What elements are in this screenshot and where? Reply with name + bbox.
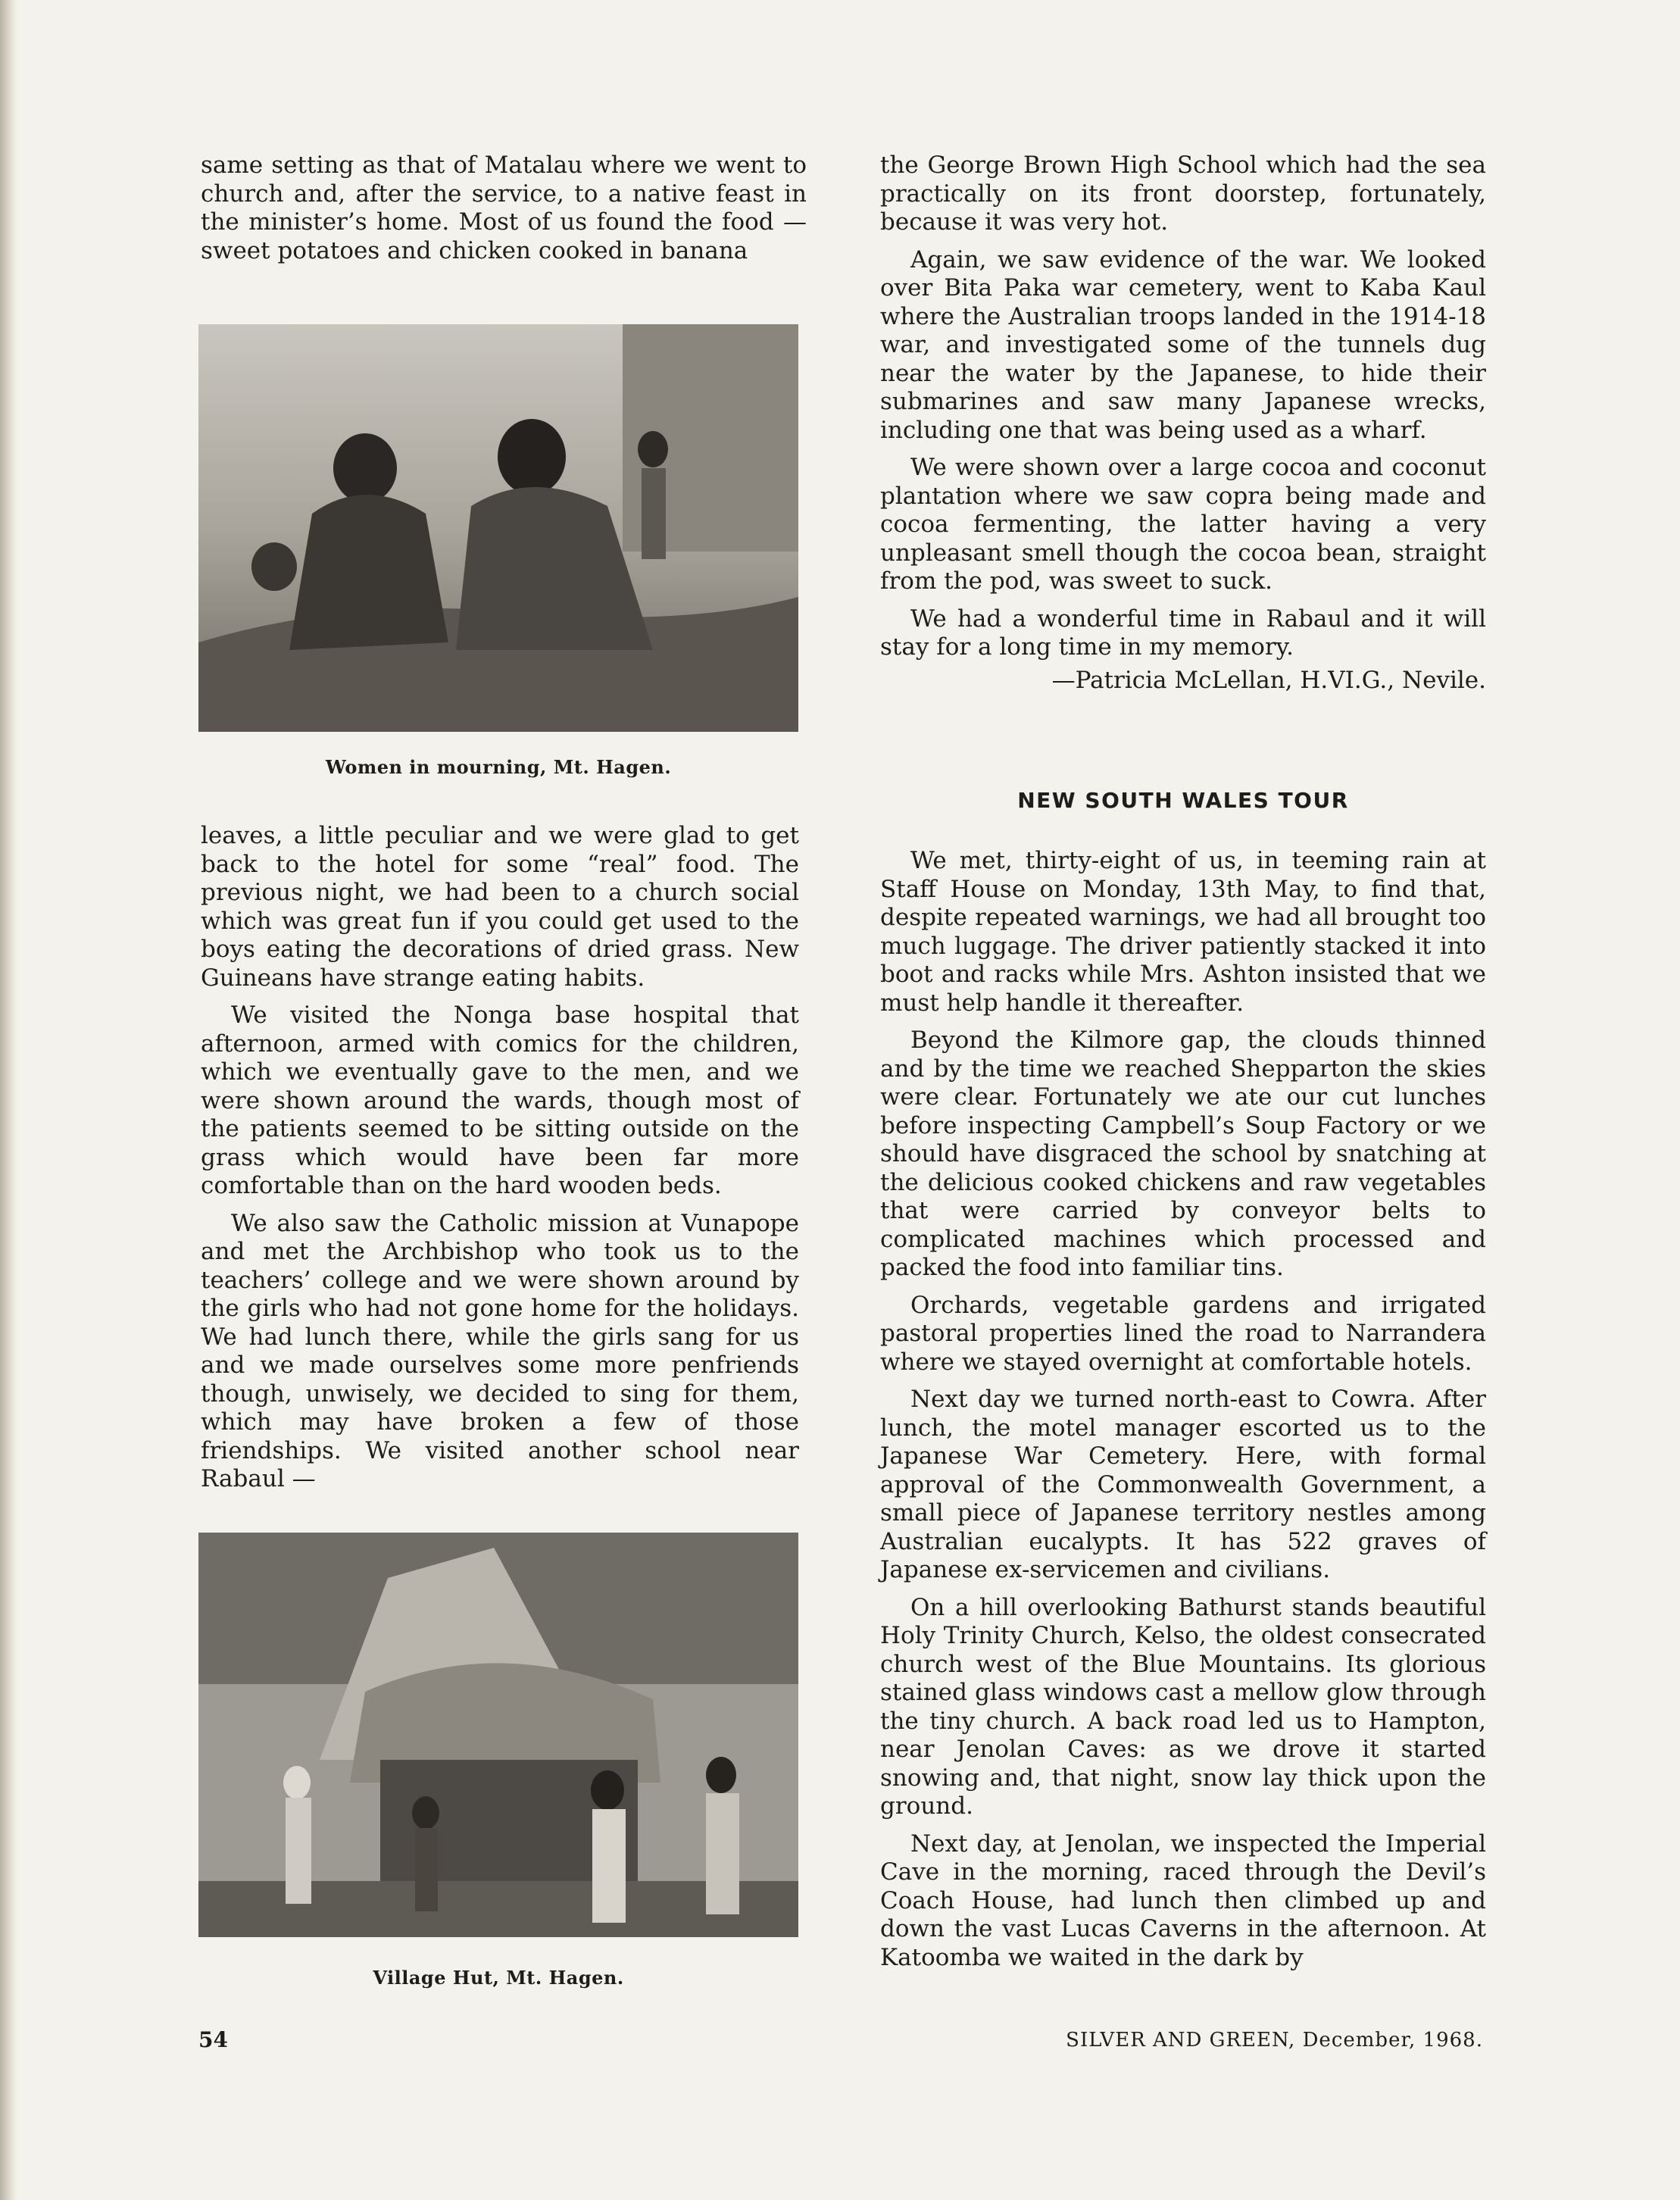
photo-1-image (198, 324, 798, 732)
right-column-top (880, 152, 1486, 704)
paragraph: same setting as that of Matalau where we went to church and, after the service, to a native feast in the minister’s home. Most of us found the food — sweet potatoes and chicken cooked in banana (201, 152, 807, 264)
paragraph: the George Brown High School which had the sea practically on its front doorstep, fortunately, because it was very hot. (880, 152, 1486, 236)
paragraph: Beyond the Kilmore gap, the clouds thinned and by the time we reached Shepparton the skies were clear. Fortunately we ate our cut lunches before inspecting Campbell’s Soup Factory or we should have disgraced the school by snatching at the delicious cooked chickens and raw vegetables that were carried by conveyor belts to complicated machines which processed and packed the food into familiar tins. (880, 1027, 1486, 1281)
right-column-lower (880, 847, 1486, 1981)
author-signature: —Patricia McLellan, H.VI.G., Nevile. (1051, 666, 1486, 694)
left-column-lower (201, 822, 799, 1503)
photo-2-caption: Village Hut, Mt. Hagen. (373, 1967, 624, 1989)
magazine-footer: SILVER AND GREEN, December, 1968. (1066, 2029, 1483, 2052)
paragraph: We met, thirty-eight of us, in teeming rain at Staff House on Monday, 13th May, to find that, despite repeated warnings, we had all brought too much luggage. The driver patiently stacked it into boot and racks while Mrs. Ashton insisted that we must help handle it thereafter. (880, 847, 1486, 1017)
page-binding-shadow (0, 0, 17, 2200)
paragraph: Next day, at Jenolan, we inspected the Imperial Cave in the morning, raced through the Devil’s Coach House, had lunch then climbed up and down the vast Lucas Caverns in the afternoon. At Katoomba we waited in the dark by (880, 1830, 1486, 1971)
paragraph: We visited the Nonga base hospital that afternoon, armed with comics for the children, which we eventually gave to the men, and we were shown around the wards, though most of the patients seemed to be sitting outside on the grass which would have been far more comfortable than on the hard wooden beds. (201, 1002, 799, 1199)
section-heading-label: NEW SOUTH WALES TOUR (1017, 788, 1349, 813)
photo-village-hut (198, 1533, 798, 1937)
paragraph: We were shown over a large cocoa and coconut plantation where we saw copra being made and cocoa fermenting, the latter having a very unpleasant smell though the cocoa bean, straight from the pod, was sweet to suck. (880, 454, 1486, 595)
section-heading (880, 788, 1486, 813)
left-column-top (201, 152, 807, 274)
paragraph: Again, we saw evidence of the war. We looked over Bita Paka war cemetery, went to Kaba Kaul where the Australian troops landed in the 1914-18 war, and investigated some of the tunnels dug near the water by the Japanese, to hide their submarines and saw many Japanese wrecks, including one that was being used as a wharf. (880, 245, 1486, 444)
paragraph: leaves, a little peculiar and we were glad to get back to the hotel for some “real” food. The previous night, we had been to a church social which was great fun if you could get used to the boys eating the decorations of dried grass. New Guineans have strange eating habits. (201, 822, 799, 992)
paragraph: Next day we turned north-east to Cowra. After lunch, the motel manager escorted us to the Japanese War Cemetery. Here, with formal approval of the Commonwealth Government, a small piece of Japanese territory nestles among Australian eucalypts. It has 522 graves of Japanese ex-servicemen and civilians. (880, 1386, 1486, 1583)
paragraph: On a hill overlooking Bathurst stands beautiful Holy Trinity Church, Kelso, the oldest consecrated church west of the Blue Mountains. Its glorious stained glass windows cast a mellow glow through the tiny church. A back road led us to Hampton, near Jenolan Caves: as we drove it started snowing and, that night, snow lay thick upon the ground. (880, 1593, 1486, 1820)
photo-1-caption: Women in mourning, Mt. Hagen. (325, 756, 672, 778)
paragraph: We had a wonderful time in Rabaul and it will stay for a long time in my memory. (880, 605, 1486, 661)
photo-women-in-mourning (198, 324, 798, 732)
photo-2-image (198, 1533, 798, 1937)
page-number: 54 (198, 2027, 228, 2052)
paragraph: We also saw the Catholic mission at Vunapope and met the Archbishop who took us to the teachers’ college and we were shown around by the girls who had not gone home for the holidays. We had lunch there, while the girls sang for us and we made ourselves some more penfriends though, unwisely, we decided to sing for them, which may have broken a few of those friendships. We visited another school near Rabaul — (201, 1209, 799, 1492)
paragraph: Orchards, vegetable gardens and irrigated pastoral properties lined the road to Narrandera where we stayed overnight at comfortable hotels. (880, 1291, 1486, 1376)
